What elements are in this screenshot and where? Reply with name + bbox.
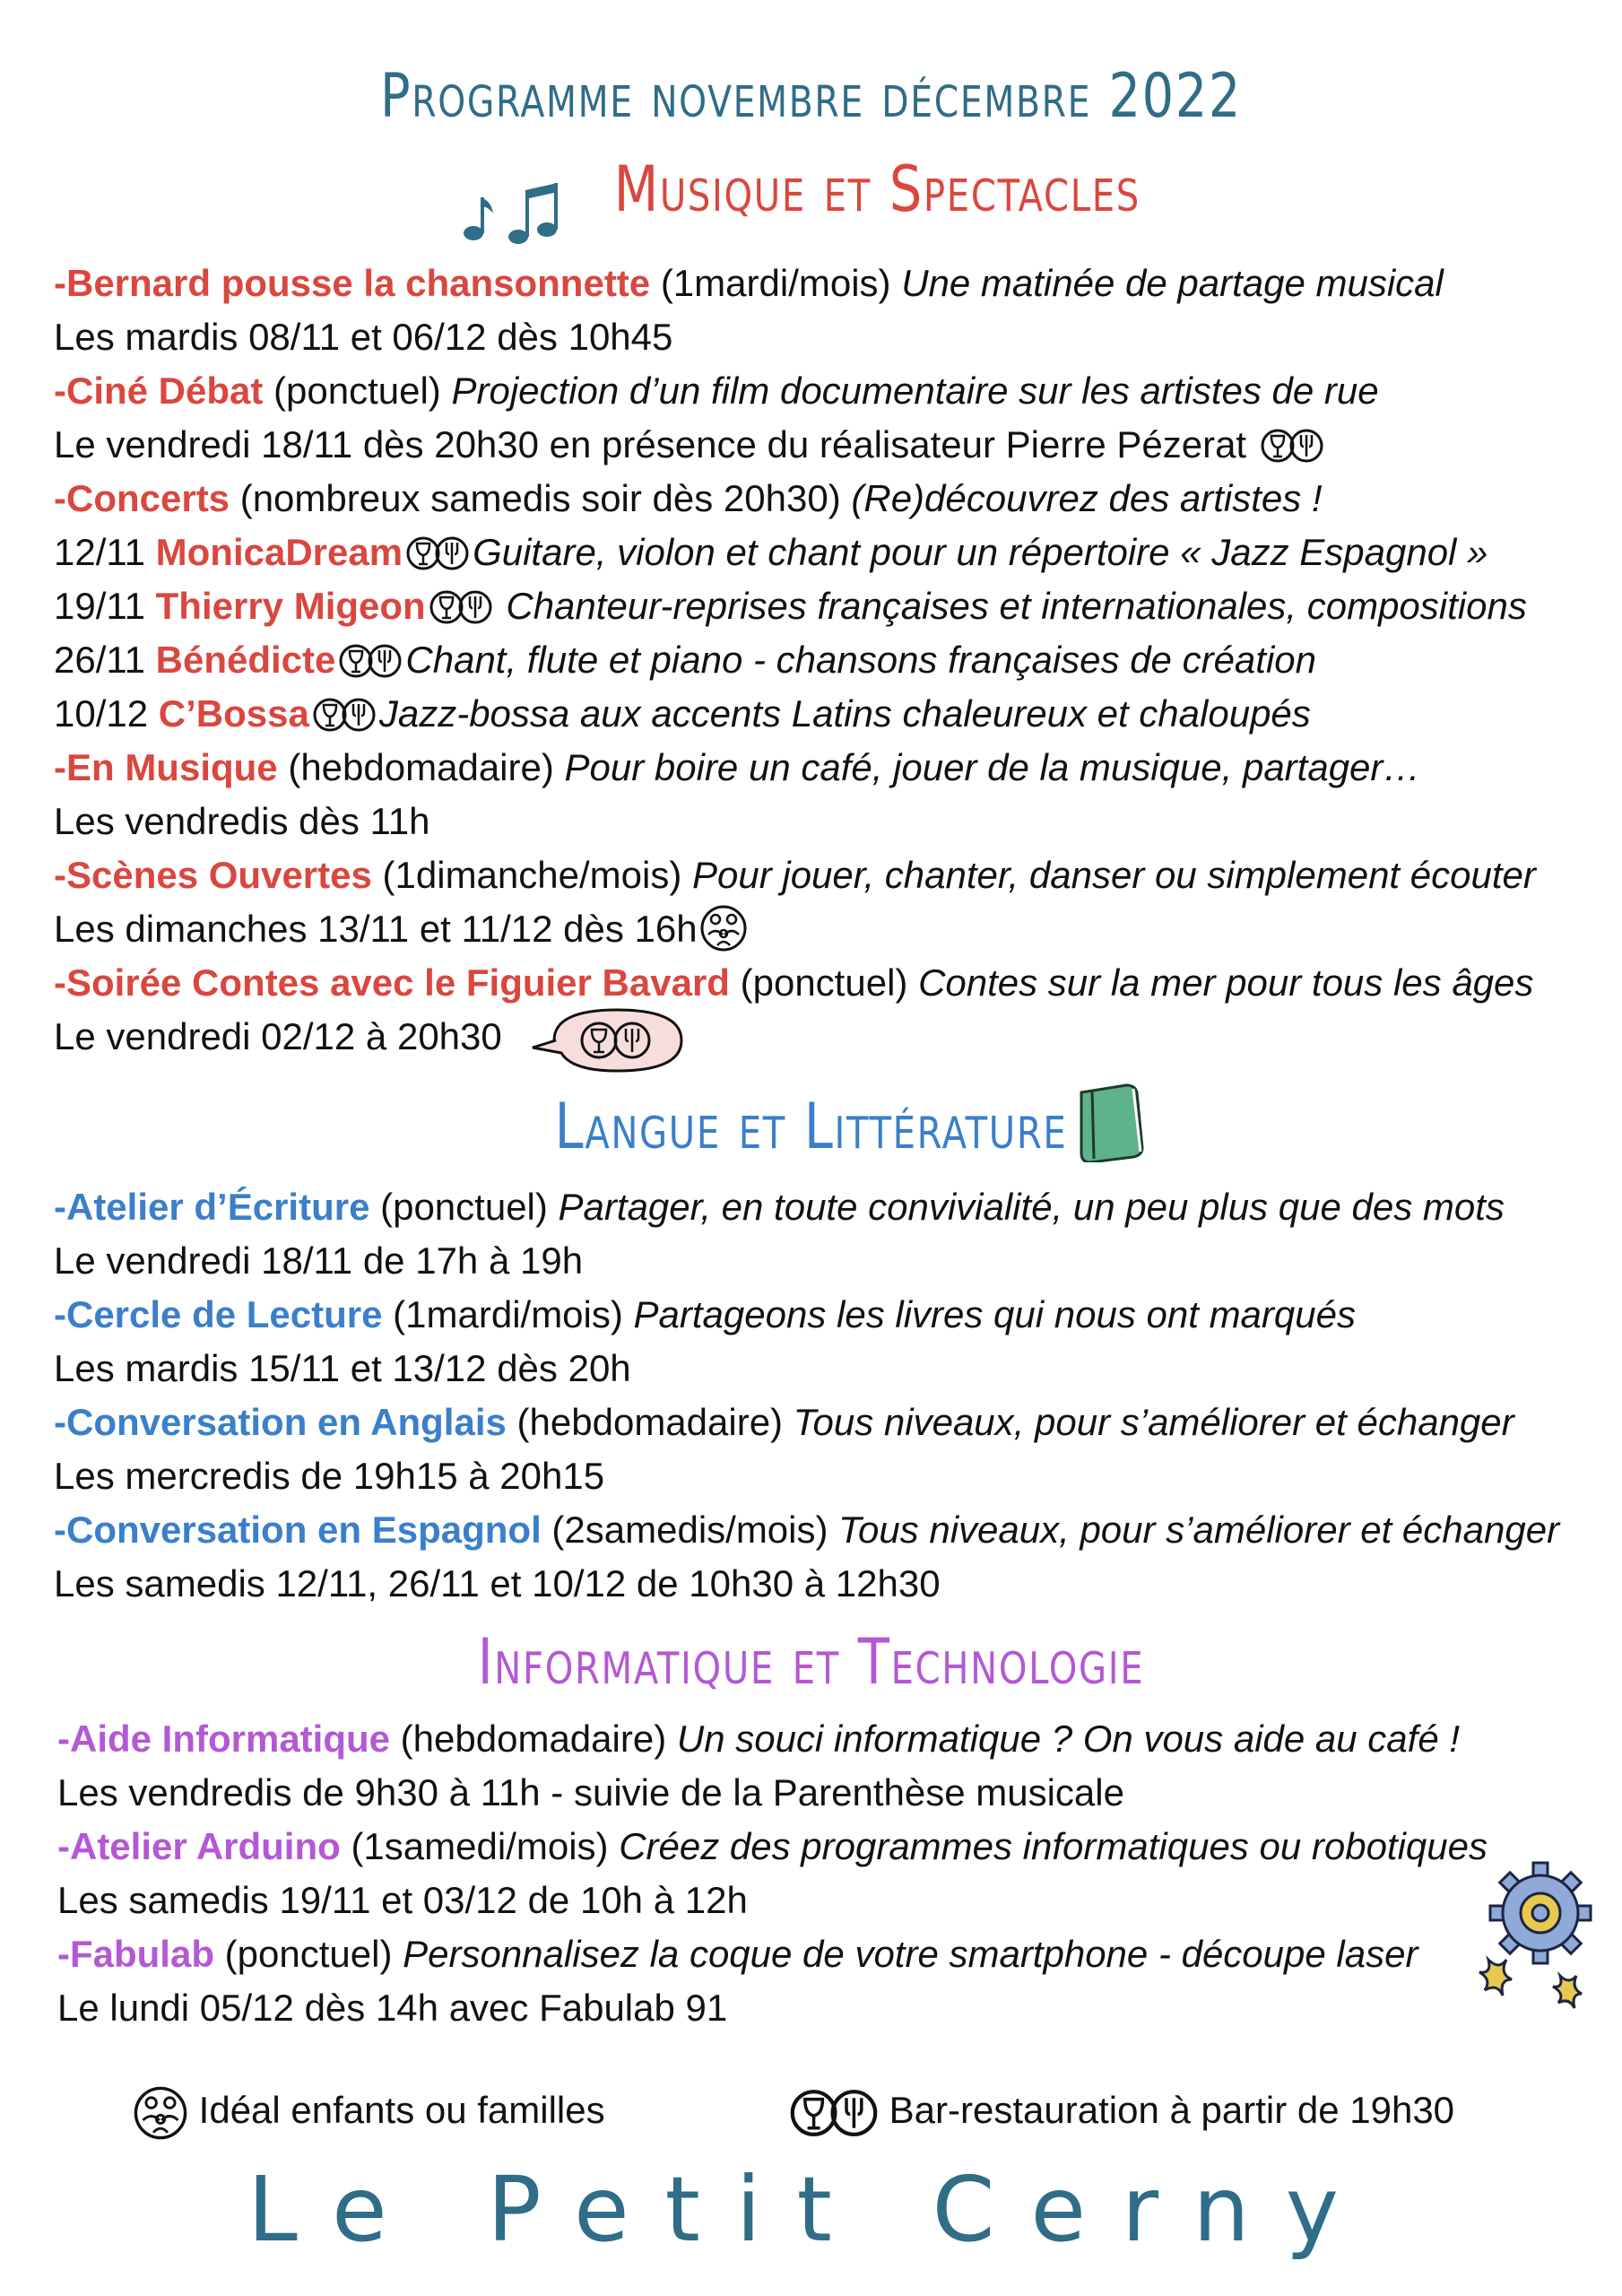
event-line: [54, 1184, 1505, 1231]
event-name: -Atelier Arduino: [57, 1825, 341, 1867]
event-schedule: Le lundi 05/12 dès 14h avec Fabulab 91: [57, 1987, 728, 2029]
event-name: -Cercle de Lecture: [54, 1293, 383, 1335]
bar-restaurant-icon: [313, 697, 376, 733]
event-description: Contes sur la mer pour tous les âges: [918, 961, 1534, 1004]
artist-name: Thierry Migeon: [155, 585, 426, 627]
event-name: -Aide Informatique: [57, 1718, 391, 1760]
event-frequency: (2samedis/mois): [541, 1509, 839, 1551]
event-name: -Scènes Ouvertes: [54, 854, 372, 896]
event-line: [54, 1507, 1559, 1553]
event-description: Un souci informatique ? On vous aide au café !: [676, 1718, 1461, 1760]
event-line: [54, 852, 1536, 899]
event-name: -Concerts: [54, 477, 230, 519]
event-name: -Fabulab: [57, 1933, 214, 1975]
event-line: [54, 1292, 1356, 1338]
legend-kids-label: Idéal enfants ou familles: [198, 2089, 605, 2131]
event-name: -Conversation en Espagnol: [54, 1509, 542, 1551]
artist-name: MonicaDream: [155, 531, 403, 573]
event-line: [57, 1716, 1460, 1762]
event-frequency: (nombreux samedis soir dès 20h30): [230, 477, 852, 519]
event-schedule: Les dimanches 13/11 et 11/12 dès 16h: [54, 908, 698, 950]
event-name: -En Musique: [54, 746, 278, 788]
event-schedule: Les vendredis dès 11h: [54, 800, 430, 842]
book-icon: [1074, 1080, 1149, 1162]
event-frequency: (1samedi/mois): [340, 1825, 620, 1867]
concert-description: Jazz-bossa aux accents Latins chaleureux et chaloupés: [378, 692, 1311, 735]
gear-icon: [1462, 1861, 1596, 2022]
brand-logo-text: Le Petit Cerny: [247, 2157, 1375, 2262]
event-frequency: (ponctuel): [263, 370, 452, 412]
event-line: [54, 1399, 1514, 1446]
event-schedule: Les samedis 12/11, 26/11 et 10/12 de 10h30 à 12h30: [54, 1562, 941, 1605]
bar-restaurant-icon: [1261, 428, 1323, 464]
event-frequency: (hebdomadaire): [277, 746, 565, 788]
event-line: [54, 960, 1533, 1006]
event-schedule: Les samedis 19/11 et 03/12 de 10h à 12h: [57, 1879, 748, 1921]
event-name: -Ciné Débat: [54, 370, 264, 412]
event-description: Pour jouer, chanter, danser ou simplement écouter: [691, 854, 1536, 896]
concert-date: 12/11: [54, 531, 156, 573]
concert-line: [54, 691, 1311, 737]
event-frequency: (ponctuel): [369, 1186, 559, 1228]
concert-date: 26/11: [54, 639, 156, 681]
event-schedule-line: [54, 422, 1327, 468]
bar-restaurant-icon: [429, 589, 492, 625]
event-line: [54, 260, 1444, 307]
event-description: Partager, en toute convivialité, un peu plus que des mots: [558, 1186, 1505, 1228]
event-schedule-line: [54, 906, 748, 956]
event-frequency: (hebdomadaire): [390, 1718, 677, 1760]
event-description: Une matinée de partage musical: [901, 262, 1444, 304]
event-schedule: Les mardis 15/11 et 13/12 dès 20h: [54, 1347, 631, 1389]
concert-description: Chanteur-reprises françaises et internationales, compositions: [495, 585, 1527, 627]
event-schedule: Les vendredis de 9h30 à 11h - suivie de la Parenthèse musicale: [57, 1771, 1124, 1813]
concert-date: 10/12: [54, 692, 159, 735]
bar-restaurant-icon: [339, 643, 402, 679]
artist-name: Bénédicte: [155, 639, 336, 681]
event-description: Pour boire un café, jouer de la musique, partager…: [564, 746, 1421, 788]
event-frequency: (ponctuel): [729, 961, 919, 1004]
concert-line: [54, 637, 1316, 683]
event-name: -Conversation en Anglais: [54, 1401, 507, 1443]
family-icon: [133, 2085, 188, 2141]
event-schedule: Les mercredis de 19h15 à 20h15: [54, 1455, 605, 1497]
event-name: -Bernard pousse la chansonnette: [54, 262, 651, 304]
event-description: Partageons les livres qui nous ont marqués: [633, 1293, 1356, 1335]
event-schedule: Le vendredi 02/12 à 20h30: [54, 1015, 502, 1057]
event-line: [54, 475, 1323, 522]
event-frequency: (hebdomadaire): [506, 1401, 794, 1443]
legend-kids: [133, 2083, 605, 2141]
concert-line: [54, 529, 1488, 576]
event-description: (Re)découvrez des artistes !: [851, 477, 1323, 519]
speech-bubble-bar-icon: [527, 1004, 684, 1076]
event-frequency: (1mardi/mois): [650, 262, 902, 304]
bar-restaurant-icon: [406, 535, 469, 571]
event-description: Tous niveaux, pour s’améliorer et échanger: [838, 1509, 1560, 1551]
event-name: -Atelier d’Écriture: [54, 1186, 370, 1228]
event-description: Projection d’un film documentaire sur les artistes de rue: [451, 370, 1379, 412]
event-frequency: (1mardi/mois): [382, 1293, 634, 1335]
bar-restaurant-icon: [789, 2088, 879, 2138]
section-title-langue: Langue et Littérature: [554, 1090, 1068, 1163]
event-description: Tous niveaux, pour s’améliorer et échanger: [793, 1401, 1514, 1443]
event-description: Personnalisez la coque de votre smartphone - découpe laser: [403, 1933, 1418, 1975]
event-line: [57, 1931, 1418, 1978]
artist-name: C’Bossa: [158, 692, 309, 735]
event-frequency: (ponctuel): [214, 1933, 403, 1975]
section-title-informatique: Informatique et Technologie: [477, 1625, 1145, 1699]
concert-description: Guitare, violon et chant pour un répertoire « Jazz Espagnol »: [473, 531, 1488, 573]
concert-date: 19/11: [54, 585, 156, 627]
event-description: Créez des programmes informatiques ou robotiques: [619, 1825, 1488, 1867]
page-title: Programme novembre décembre 2022: [380, 61, 1242, 132]
event-schedule: Le vendredi 18/11 de 17h à 19h: [54, 1239, 584, 1282]
event-schedule: Le vendredi 18/11 dès 20h30 en présence du réalisateur Pierre Pézerat: [54, 423, 1247, 465]
family-icon: [699, 904, 748, 952]
legend-bar-label: Bar-restauration à partir de 19h30: [889, 2089, 1455, 2131]
concert-description: Chant, flute et piano - chansons françaises de création: [405, 639, 1316, 681]
concert-line: [54, 583, 1527, 630]
event-frequency: (1dimanche/mois): [371, 854, 692, 896]
event-schedule: Les mardis 08/11 et 06/12 dès 10h45: [54, 316, 673, 358]
event-line: [57, 1823, 1488, 1870]
legend-bar: [789, 2083, 1454, 2138]
event-line: [54, 368, 1379, 414]
event-name: -Soirée Contes avec le Figuier Bavard: [54, 961, 730, 1004]
event-line: [54, 744, 1420, 791]
section-title-musique: Musique et Spectacles: [613, 152, 1141, 226]
